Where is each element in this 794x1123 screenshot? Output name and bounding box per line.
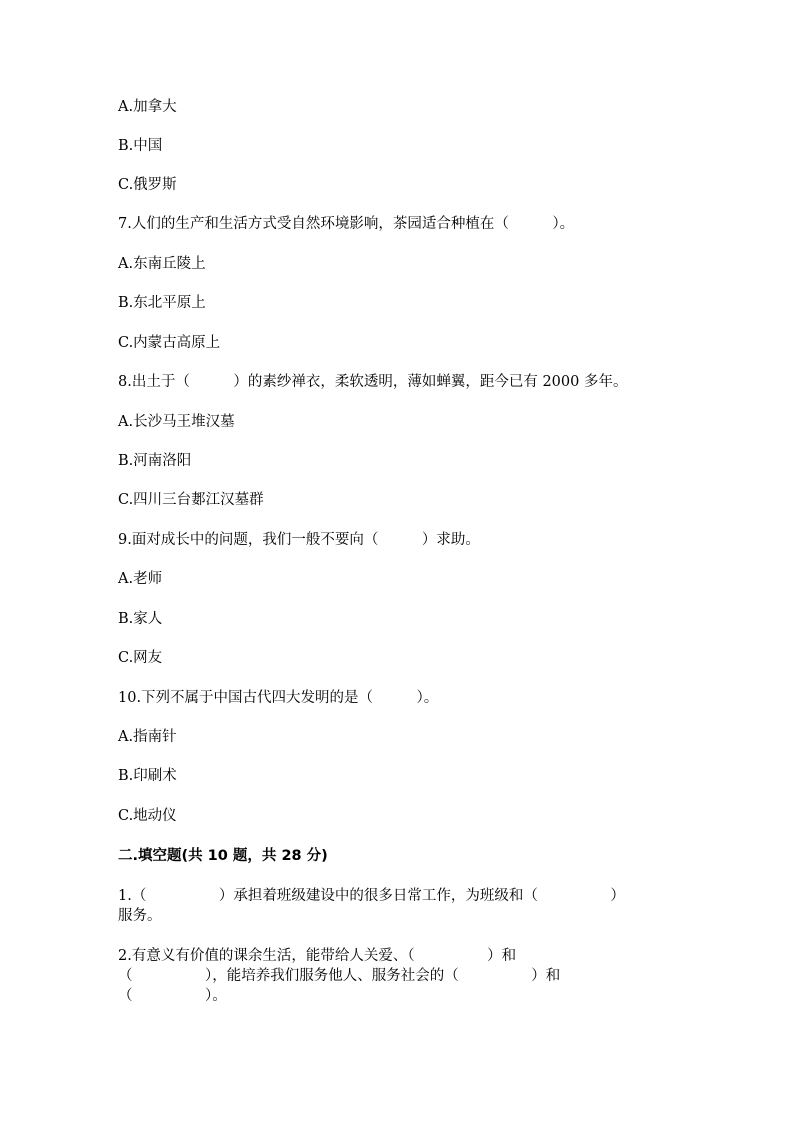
option-6c: C.俄罗斯 [118,177,177,193]
option-6a: A.加拿大 [118,99,177,115]
section-heading: 二.填空题(共 10 题，共 28 分) [118,848,328,864]
fill-question-2-line-1: 2.有意义有价值的课余生活，能带给人关爱、（ ）和 [118,948,517,964]
option-8c: C.四川三台郪江汉墓群 [118,492,264,508]
fill-question-1-line-2: 服务。 [118,908,162,924]
option-9b: B.家人 [118,611,163,627]
option-10a: A.指南针 [118,729,177,745]
option-9a: A.老师 [118,571,163,587]
fill-question-1-line-1: 1.（ ）承担着班级建设中的很多日常工作，为班级和（ ） [118,888,625,904]
fill-question-2-line-2: （ ），能培养我们服务他人、服务社会的（ ）和 [118,968,561,984]
option-7c: C.内蒙古高原上 [118,335,221,351]
question-10: 10.下列不属于中国古代四大发明的是（ ）。 [118,690,439,706]
option-10b: B.印刷术 [118,768,177,784]
fill-question-2-line-3: （ ）。 [118,988,227,1004]
option-7b: B.东北平原上 [118,295,206,311]
option-6b: B.中国 [118,138,163,154]
option-7a: A.东南丘陵上 [118,256,206,272]
question-8: 8.出土于（ ）的素纱禅衣，柔软透明，薄如蝉翼，距今已有 2000 多年。 [118,374,628,390]
option-8b: B.河南洛阳 [118,453,192,469]
option-8a: A.长沙马王堆汉墓 [118,414,235,430]
option-10c: C.地动仪 [118,808,177,824]
question-7: 7.人们的生产和生活方式受自然环境影响，茶园适合种植在（ ）。 [118,216,575,232]
option-9c: C.网友 [118,650,163,666]
question-9: 9.面对成长中的问题，我们一般不要向（ ）求助。 [118,532,480,548]
